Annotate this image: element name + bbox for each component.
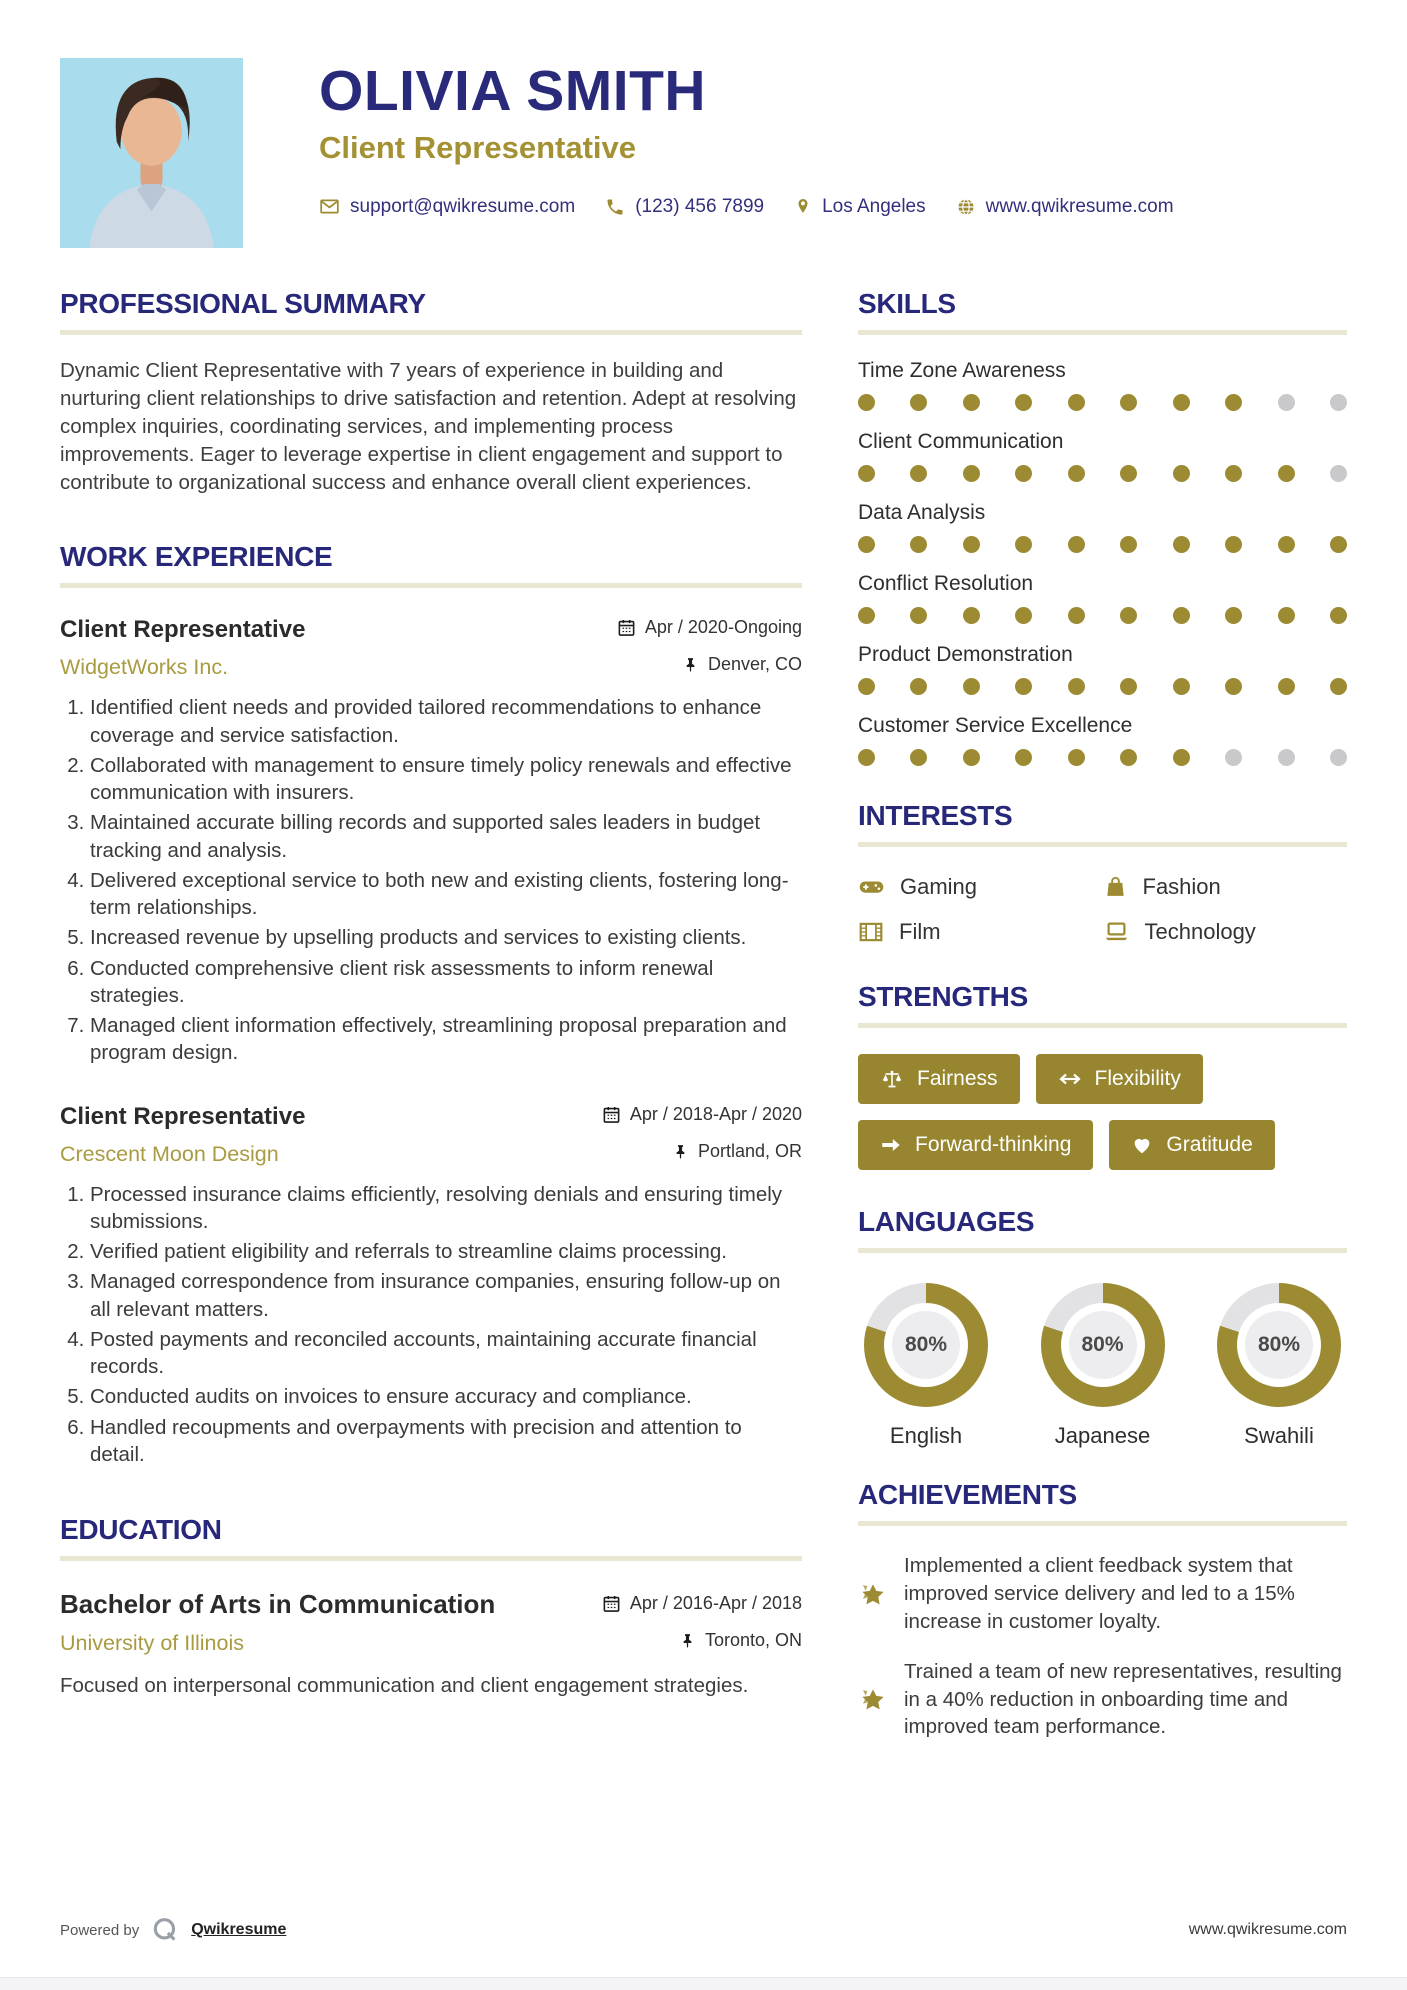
languages-heading: LANGUAGES — [858, 1206, 1035, 1237]
language-percent: 80% — [1245, 1311, 1313, 1379]
powered-by-label: Powered by — [60, 1921, 140, 1939]
skill-dot — [1068, 394, 1085, 411]
skill-label: Data Analysis — [858, 501, 986, 524]
skill-dot — [1068, 749, 1085, 766]
job-dates-text: Apr / 2020-Ongoing — [644, 617, 802, 638]
skill-dot — [963, 607, 980, 624]
skill-dot — [963, 394, 980, 411]
skill-dot — [1225, 465, 1242, 482]
company-name: Crescent Moon Design — [60, 1141, 279, 1166]
skill-item — [858, 572, 1347, 624]
job-dates-text: Apr / 2018-Apr / 2020 — [629, 1103, 802, 1124]
job-title: Client Representative — [60, 1102, 306, 1130]
skill-dot — [1173, 394, 1190, 411]
interest-item — [858, 918, 1103, 945]
contact-text: www.qwikresume.com — [985, 195, 1174, 217]
job-bullets — [60, 694, 802, 1066]
skill-dot — [963, 678, 980, 695]
language-label: English — [889, 1423, 963, 1448]
job-bullet: 5. Conducted audits on invoices to ensure accuracy and compliance. — [90, 1383, 802, 1410]
skill-dot — [858, 465, 875, 482]
section-rule — [60, 330, 802, 335]
education-dates-text: Apr / 2016-Apr / 2018 — [629, 1593, 802, 1614]
content-columns — [0, 288, 1407, 1763]
achievement-item — [858, 1552, 1347, 1636]
contact-row — [319, 196, 1174, 218]
skill-dot — [1120, 536, 1137, 553]
skill-dot — [1278, 465, 1295, 482]
skill-dot — [1120, 465, 1137, 482]
skill-dot — [963, 536, 980, 553]
skill-label: Product Demonstration — [858, 643, 1073, 666]
job-entry — [60, 616, 802, 1066]
skill-dot — [910, 749, 927, 766]
job-bullets — [60, 1181, 802, 1469]
job-title: Client Representative — [60, 616, 306, 644]
job-dates — [617, 617, 802, 638]
job-bullet: 2. Collaborated with management to ensure timely policy renewals and effective communication with insurers. — [90, 752, 802, 807]
education-description: Focused on interpersonal communication and client engagement strategies. — [60, 1674, 749, 1698]
bottom-strip — [0, 1977, 1407, 1990]
skill-dot — [858, 678, 875, 695]
skills-section — [858, 288, 1347, 766]
job-bullet: 6. Handled recoupments and overpayments with precision and attention to detail. — [90, 1414, 802, 1469]
skill-dot — [1068, 465, 1085, 482]
contact-item[interactable] — [956, 196, 1174, 218]
language-item — [1041, 1283, 1165, 1449]
school-name: University of Illinois — [60, 1631, 244, 1656]
contact-item[interactable] — [605, 196, 764, 218]
calendar-icon — [602, 1105, 621, 1124]
calendar-icon — [602, 1594, 621, 1613]
skill-dot — [1225, 678, 1242, 695]
section-rule — [858, 1023, 1347, 1028]
contact-item[interactable] — [319, 196, 575, 218]
skill-item — [858, 359, 1347, 411]
job-location — [682, 654, 802, 675]
job-dates — [602, 1104, 802, 1125]
skill-dot — [1015, 465, 1032, 482]
skill-dot — [1278, 536, 1295, 553]
skill-item — [858, 430, 1347, 482]
skill-dot — [1120, 749, 1137, 766]
education-section — [60, 1514, 802, 1700]
skill-dot — [1015, 536, 1032, 553]
skill-dot — [1278, 394, 1295, 411]
skill-dot — [1330, 749, 1347, 766]
skill-item — [858, 501, 1347, 553]
skill-dot — [963, 749, 980, 766]
skill-rating-dots — [858, 465, 1347, 482]
right-column — [858, 288, 1347, 1763]
section-rule — [858, 842, 1347, 847]
skill-dot — [1330, 536, 1347, 553]
strength-badge — [858, 1120, 1093, 1170]
left-column — [60, 288, 802, 1763]
summary-heading: PROFESSIONAL SUMMARY — [60, 288, 426, 319]
achievement-item — [858, 1658, 1347, 1742]
scales-icon — [880, 1067, 904, 1091]
language-percent: 80% — [892, 1311, 960, 1379]
job-bullet: 4. Posted payments and reconciled accounts, maintaining accurate financial records. — [90, 1326, 802, 1381]
education-entry — [60, 1589, 802, 1700]
job-location — [672, 1141, 802, 1162]
language-label: Japanese — [1054, 1423, 1151, 1448]
bag-icon — [1103, 874, 1128, 899]
contact-text: support@qwikresume.com — [350, 195, 576, 217]
heart-icon — [1131, 1134, 1153, 1156]
skill-dot — [1173, 465, 1190, 482]
education-heading: EDUCATION — [60, 1514, 222, 1546]
skill-rating-dots — [858, 607, 1347, 624]
degree-title: Bachelor of Arts in Communication — [60, 1589, 496, 1620]
skill-dot — [858, 394, 875, 411]
work-section — [60, 541, 802, 1468]
skill-dot — [1068, 678, 1085, 695]
award-star-icon — [858, 1660, 888, 1742]
job-bullet: 1. Processed insurance claims efficiently, resolving denials and ensuring timely submissions. — [90, 1181, 802, 1236]
profile-photo-illustration — [60, 58, 243, 248]
interest-label: Technology — [1144, 918, 1256, 944]
job-bullet: 6. Conducted comprehensive client risk assessments to inform renewal strategies. — [90, 955, 802, 1010]
interests-heading: INTERESTS — [858, 800, 1013, 831]
skill-label: Client Communication — [858, 430, 1064, 453]
skill-dot — [1225, 749, 1242, 766]
skill-dot — [1225, 536, 1242, 553]
language-donut — [1041, 1283, 1165, 1407]
skill-dot — [1330, 607, 1347, 624]
strengths-heading: STRENGTHS — [858, 981, 1028, 1012]
interest-item — [1103, 873, 1348, 900]
skill-item — [858, 714, 1347, 766]
section-rule — [858, 330, 1347, 335]
section-rule — [858, 1521, 1347, 1526]
strength-label: Forward-thinking — [915, 1133, 1072, 1156]
skill-dot — [1068, 607, 1085, 624]
footer-website[interactable]: www.qwikresume.com — [1188, 1921, 1347, 1938]
skill-dot — [1225, 394, 1242, 411]
laptop-icon — [1103, 918, 1130, 945]
skill-dot — [910, 394, 927, 411]
phone-icon — [605, 197, 625, 217]
section-rule — [60, 1556, 802, 1561]
language-item — [1217, 1283, 1341, 1449]
footer — [60, 1916, 1347, 1944]
job-location-text: Denver, CO — [707, 654, 802, 675]
strength-badge — [1036, 1054, 1203, 1104]
skill-label: Time Zone Awareness — [858, 359, 1066, 382]
film-icon — [858, 919, 884, 945]
language-donut — [1217, 1283, 1341, 1407]
pin-icon — [794, 196, 812, 217]
achievements-list — [858, 1552, 1347, 1741]
pushpin-icon — [672, 1142, 689, 1161]
interest-label: Gaming — [900, 873, 978, 899]
achievement-text: Trained a team of new representatives, resulting in a 40% reduction in onboarding time and improved team performance. — [904, 1659, 1342, 1739]
skill-dot — [858, 749, 875, 766]
job-bullet: 2. Verified patient eligibility and referrals to streamline claims processing. — [90, 1238, 802, 1265]
skill-rating-dots — [858, 678, 1347, 695]
skill-dot — [1173, 536, 1190, 553]
interests-grid — [858, 873, 1347, 945]
job-bullet: 3. Managed correspondence from insurance companies, ensuring follow-up on all relevant matters. — [90, 1268, 802, 1323]
award-star-icon — [858, 1554, 888, 1636]
achievement-text: Implemented a client feedback system that improved service delivery and led to a 15% increase in customer loyalty. — [904, 1554, 1295, 1633]
skill-dot — [1173, 678, 1190, 695]
jobs-list — [60, 616, 802, 1468]
skill-dot — [858, 607, 875, 624]
header-main — [319, 58, 1174, 248]
language-percent: 80% — [1069, 1311, 1137, 1379]
summary-section — [60, 288, 802, 497]
skill-dot — [1278, 678, 1295, 695]
skill-dot — [1173, 749, 1190, 766]
strengths-list — [858, 1054, 1347, 1170]
job-entry — [60, 1103, 802, 1469]
section-rule — [858, 1248, 1347, 1253]
company-name: WidgetWorks Inc. — [60, 655, 229, 680]
skills-heading: SKILLS — [858, 288, 956, 319]
contact-text: Los Angeles — [822, 195, 926, 217]
strength-badge — [1109, 1120, 1274, 1170]
language-item — [864, 1283, 988, 1449]
gamepad-icon — [858, 873, 885, 900]
skill-dot — [963, 465, 980, 482]
language-donut — [864, 1283, 988, 1407]
contact-text: (123) 456 7899 — [635, 195, 765, 217]
person-name: OLIVIA SMITH — [319, 59, 707, 123]
pushpin-icon — [679, 1631, 696, 1650]
section-rule — [60, 583, 802, 588]
language-label: Swahili — [1244, 1423, 1314, 1448]
skills-list — [858, 359, 1347, 766]
languages-list — [858, 1283, 1347, 1449]
profile-photo — [60, 58, 243, 248]
strength-label: Fairness — [917, 1067, 998, 1090]
skill-dot — [1330, 678, 1347, 695]
work-heading: WORK EXPERIENCE — [60, 541, 333, 573]
powered-by — [60, 1916, 286, 1944]
education-dates — [602, 1593, 802, 1614]
skill-dot — [1173, 607, 1190, 624]
arrows-lr-icon — [1058, 1067, 1082, 1091]
envelope-icon — [319, 196, 340, 217]
pushpin-icon — [682, 655, 699, 674]
job-bullet: 1. Identified client needs and provided tailored recommendations to enhance coverage and service satisfaction. — [90, 694, 802, 749]
education-location — [679, 1630, 802, 1651]
skill-label: Customer Service Excellence — [858, 714, 1133, 737]
job-bullet: 3. Maintained accurate billing records and supported sales leaders in budget tracking and analysis. — [90, 809, 802, 864]
skill-dot — [1015, 607, 1032, 624]
skill-item — [858, 643, 1347, 695]
skill-dot — [910, 536, 927, 553]
education-location-text: Toronto, ON — [704, 1630, 802, 1651]
skill-dot — [910, 678, 927, 695]
skill-dot — [1330, 394, 1347, 411]
strength-label: Flexibility — [1094, 1067, 1181, 1090]
skill-dot — [1278, 749, 1295, 766]
strength-label: Gratitude — [1166, 1133, 1253, 1156]
interest-label: Fashion — [1142, 873, 1221, 899]
person-job-title: Client Representative — [319, 129, 636, 165]
interest-item — [858, 873, 1103, 900]
skill-dot — [858, 536, 875, 553]
contact-item[interactable] — [794, 196, 926, 218]
qwikresume-link[interactable]: Qwikresume — [191, 1921, 287, 1938]
skill-dot — [1120, 678, 1137, 695]
skill-dot — [910, 465, 927, 482]
skill-dot — [1015, 678, 1032, 695]
interest-label: Film — [899, 918, 941, 944]
qwikresume-logo-icon — [151, 1916, 179, 1944]
strengths-section — [858, 981, 1347, 1170]
achievements-section — [858, 1479, 1347, 1741]
skill-dot — [1225, 607, 1242, 624]
skill-rating-dots — [858, 394, 1347, 411]
arrow-right-icon — [880, 1134, 902, 1156]
skill-rating-dots — [858, 749, 1347, 766]
calendar-icon — [617, 618, 636, 637]
skill-dot — [1015, 394, 1032, 411]
skill-label: Conflict Resolution — [858, 572, 1034, 595]
skill-dot — [1015, 749, 1032, 766]
job-location-text: Portland, OR — [697, 1140, 802, 1161]
interest-item — [1103, 918, 1348, 945]
skill-dot — [910, 607, 927, 624]
skill-dot — [1120, 394, 1137, 411]
languages-section — [858, 1206, 1347, 1449]
skill-rating-dots — [858, 536, 1347, 553]
skill-dot — [1278, 607, 1295, 624]
strength-badge — [858, 1054, 1020, 1104]
summary-text: Dynamic Client Representative with 7 years of experience in building and nurturing client relationships to drive satisfaction and retention. Adept at resolving complex inquiries, coordinating services, and implementing process improvements. Eager to leverage expertise in client engagement and support to contribute to organizational success and enhance overall client experiences. — [60, 359, 797, 495]
skill-dot — [1068, 536, 1085, 553]
globe-icon — [956, 197, 976, 217]
skill-dot — [1120, 607, 1137, 624]
job-bullet: 5. Increased revenue by upselling products and services to existing clients. — [90, 924, 802, 951]
job-bullet: 4. Delivered exceptional service to both new and existing clients, fostering long-term relationships. — [90, 867, 802, 922]
interests-section — [858, 800, 1347, 945]
header — [0, 0, 1407, 248]
achievements-heading: ACHIEVEMENTS — [858, 1479, 1077, 1510]
skill-dot — [1330, 465, 1347, 482]
job-bullet: 7. Managed client information effectively, streamlining proposal preparation and program design. — [90, 1012, 802, 1067]
